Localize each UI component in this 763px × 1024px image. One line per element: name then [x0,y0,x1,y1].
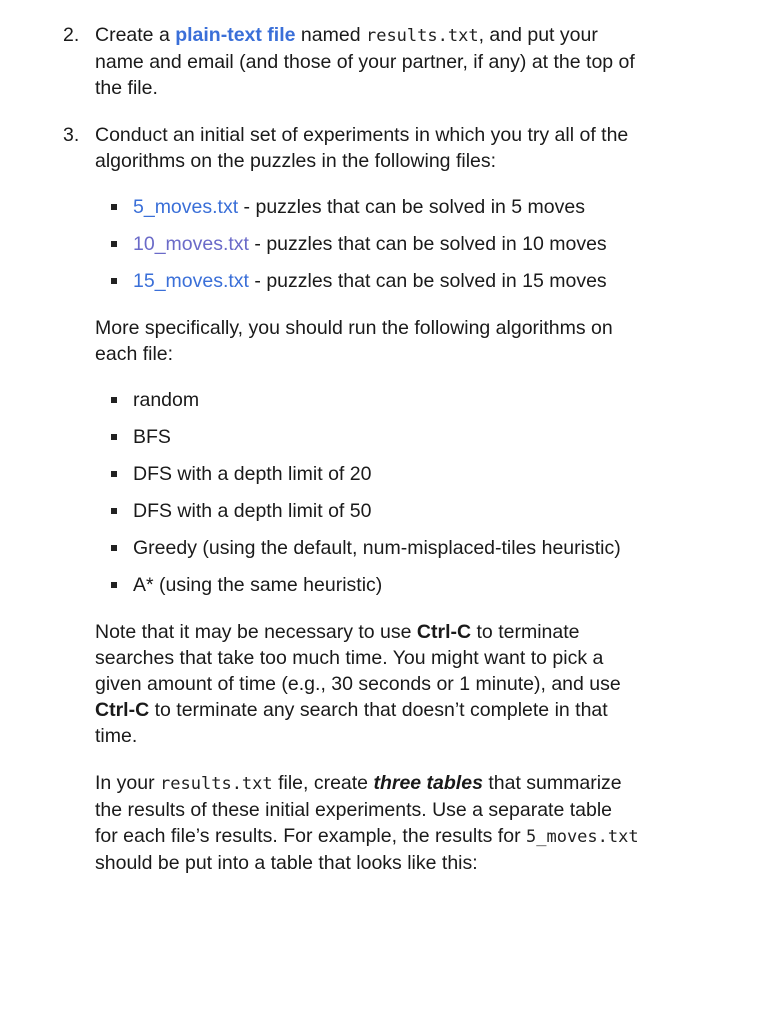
list-item: BFS [95,424,640,450]
plain-text-file-link[interactable]: plain-text file [175,24,296,46]
step-3-intro: Conduct an initial set of experiments in which you try all of the algorithms on the puzzles in the following files: [95,124,629,172]
more-specifically-text: More specifically, you should run the following algorithms on each file: [95,317,613,365]
bullet-icon [111,278,117,284]
step-number: 3. [63,124,80,146]
ctrl-c-key: Ctrl-C [95,699,150,721]
bullet-icon [111,204,117,210]
file-link-10-moves[interactable]: 10_moves.txt [133,233,249,255]
steps-list [0,22,640,876]
file-link-15-moves[interactable]: 15_moves.txt [133,270,249,292]
step-2 [0,22,640,101]
results-filename: results.txt [365,26,479,46]
step-2-text: Create a plain-text file named results.txt, and put your name and email (and those of your partner, if any) at the top of the file. [95,24,635,99]
list-item: 5_moves.txt - puzzles that can be solved in 5 moves [95,194,640,220]
step-3 [0,122,640,876]
document-body [0,22,640,876]
ctrl-c-key: Ctrl-C [416,621,472,643]
tables-instructions: In your results.txt file, create three tables that summarize the results of these initial experiments. Use a separate table for each file’s results. For example, the results for 5_moves.txt should be put into a table that looks like this: [95,772,639,874]
bullet-icon [111,582,117,588]
puzzle-files-list [95,194,640,294]
list-item: 10_moves.txt - puzzles that can be solved in 10 moves [95,231,640,257]
bullet-icon [111,508,117,514]
bullet-icon [111,471,117,477]
list-item: random [95,387,640,413]
step-number: 2. [63,24,80,46]
file-link-5-moves[interactable]: 5_moves.txt [133,196,239,218]
bullet-icon [111,545,117,551]
list-item: DFS with a depth limit of 50 [95,498,640,524]
three-tables-emphasis: three tables [373,772,483,794]
list-item: A* (using the same heuristic) [95,572,640,598]
list-item: 15_moves.txt - puzzles that can be solved in 15 moves [95,268,640,294]
results-filename: results.txt [160,774,273,794]
algorithms-list [95,387,640,598]
list-item: DFS with a depth limit of 20 [95,461,640,487]
bullet-icon [111,434,117,440]
bullet-icon [111,397,117,403]
list-item: Greedy (using the default, num-misplaced-tiles heuristic) [95,535,640,561]
bullet-icon [111,241,117,247]
ctrl-c-note: Note that it may be necessary to use Ctrl-C to terminate searches that take too much time. You might want to pick a given amount of time (e.g., 30 seconds or 1 minute), and use Ctrl-C to terminate any search that doesn’t complete in that time. [95,621,621,747]
moves-filename: 5_moves.txt [526,827,639,847]
